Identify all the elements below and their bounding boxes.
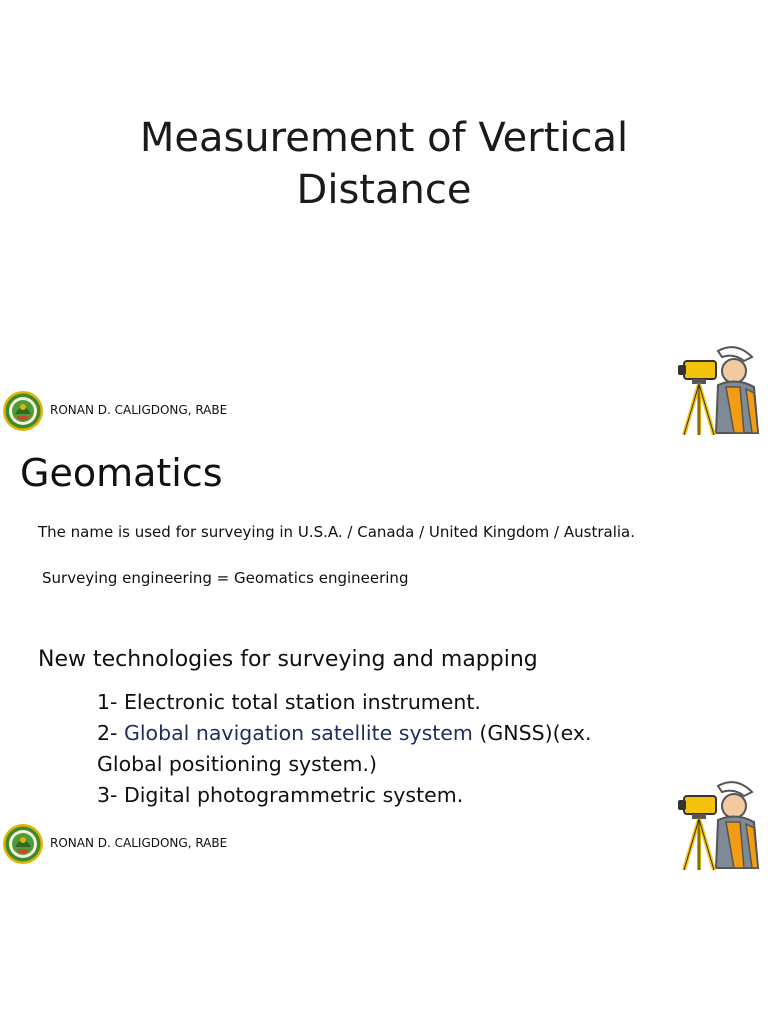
technologies-heading: New technologies for surveying and mapping bbox=[38, 647, 538, 672]
geomatics-equivalence: Surveying engineering = Geomatics engineering bbox=[42, 569, 409, 587]
university-seal-icon bbox=[2, 823, 44, 865]
list-item bbox=[97, 718, 657, 749]
geomatics-slide bbox=[0, 435, 768, 870]
slide-title bbox=[0, 112, 768, 216]
list-item-continuation: Global positioning system.) bbox=[97, 752, 377, 776]
surveyor-with-tripod-icon bbox=[678, 343, 766, 439]
author-footer: RONAN D. CALIGDONG, RABE bbox=[50, 403, 228, 417]
list-item: 1- Electronic total station instrument. bbox=[97, 690, 481, 714]
list-item: 3- Digital photogrammetric system. bbox=[97, 783, 464, 807]
author-footer: RONAN D. CALIGDONG, RABE bbox=[50, 836, 228, 850]
slide-title: Geomatics bbox=[20, 451, 223, 495]
gnss-link[interactable]: Global navigation satellite system bbox=[123, 721, 473, 745]
list-item-suffix: (GNSS)(ex. bbox=[472, 721, 592, 745]
slide-title-line2: Distance bbox=[296, 167, 472, 213]
list-item-prefix: 2- bbox=[97, 721, 124, 745]
surveyor-with-tripod-icon bbox=[678, 778, 766, 874]
geomatics-definition: The name is used for surveying in U.S.A. / Canada / United Kingdom / Australia. bbox=[38, 523, 635, 541]
technologies-list bbox=[97, 687, 657, 811]
title-slide bbox=[0, 0, 768, 435]
university-seal-icon bbox=[2, 390, 44, 432]
slide-title-line1: Measurement of Vertical bbox=[139, 115, 629, 161]
